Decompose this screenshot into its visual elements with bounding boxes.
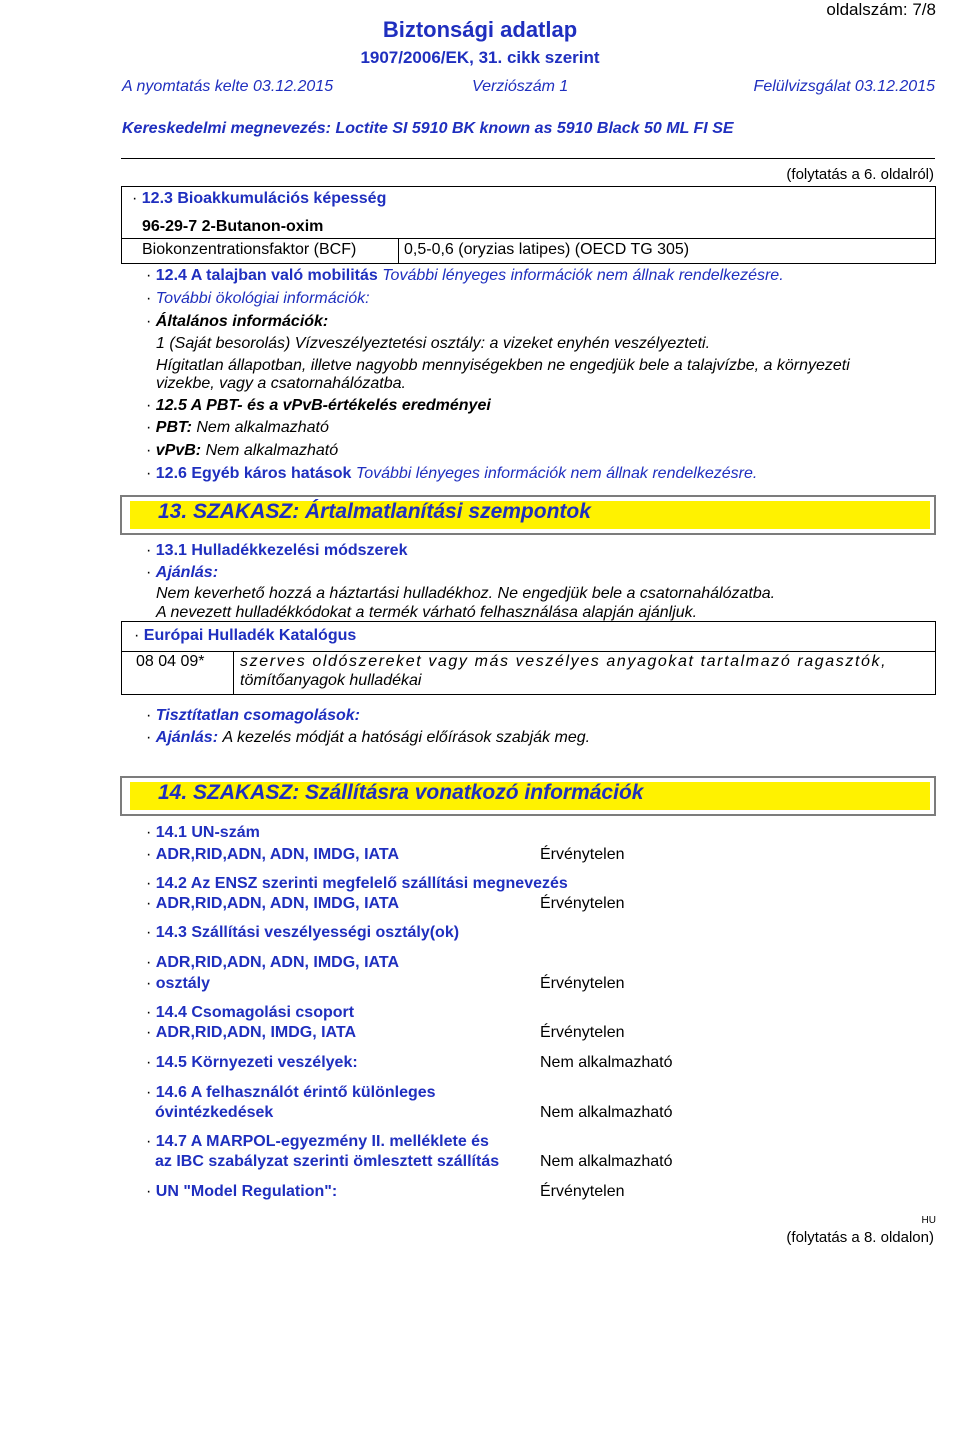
un-number-value: Érvénytelen <box>540 846 625 863</box>
environmental-hazards-value: Nem alkalmazható <box>540 1054 673 1071</box>
special-precautions-value: Nem alkalmazható <box>540 1104 673 1121</box>
trade-name: Kereskedelmi megnevezés: Loctite SI 5910 BK known as 5910 Black 50 ML FI SE <box>122 120 734 137</box>
section-14-header <box>120 776 936 816</box>
bioaccumulation-box <box>121 186 936 264</box>
un-number-modes: · ADR,RID,ADN, ADN, IMDG, IATA <box>146 846 400 863</box>
version-number: Verziószám 1 <box>472 78 569 95</box>
document-title: Biztonsági adatlap <box>382 17 578 42</box>
other-effects-text: További lényeges információk nem állnak rendelkezésre. <box>355 465 758 482</box>
shipping-name-modes: · ADR,RID,ADN, ADN, IMDG, IATA <box>146 895 400 912</box>
page-number: oldalszám: 7/8 <box>826 0 936 19</box>
waste-catalogue-box <box>121 621 936 695</box>
marpol-heading: · 14.7 A MARPOL-egyezmény II. melléklete és <box>146 1133 489 1150</box>
continued-from: (folytatás a 6. oldalról) <box>786 166 934 183</box>
hazard-class-modes: · ADR,RID,ADN, ADN, IMDG, IATA <box>146 954 400 971</box>
packing-group-heading: · 14.4 Csomagolási csoport <box>146 1004 355 1021</box>
hazard-class-label: · osztály <box>146 975 211 992</box>
model-regulation-value: Érvénytelen <box>540 1183 625 1200</box>
print-date: A nyomtatás kelte 03.12.2015 <box>122 78 334 95</box>
waste-methods-heading: · 13.1 Hulladékkezelési módszerek <box>146 542 408 559</box>
waste-code: 08 04 09* <box>136 653 205 670</box>
bioaccumulation-heading: · 12.3 Bioakkumulációs képesség <box>132 190 387 207</box>
section-14-title: 14. SZAKASZ: Szállításra vonatkozó információk <box>158 781 644 804</box>
mobility-text: További lényeges információk nem állnak rendelkezésre. <box>382 267 784 284</box>
uncleaned-packaging-heading: · Tisztítatlan csomagolások: <box>146 707 360 724</box>
waste-catalogue-heading: · Európai Hulladék Katalógus <box>134 627 357 644</box>
continued-to: (folytatás a 8. oldalon) <box>786 1229 934 1246</box>
recommendation-line-1: Nem keverhető hozzá a háztartási hulladékhoz. Ne engedjük bele a csatornahálózatba. <box>156 585 776 602</box>
marpol-heading-2: az IBC szabályzat szerinti ömlesztett szállítás <box>155 1153 500 1170</box>
hazard-class-heading: · 14.3 Szállítási veszélyességi osztály(ok) <box>146 924 460 941</box>
recommendation-heading: · Ajánlás: <box>146 564 219 581</box>
pbt-line: · PBT: Nem alkalmazható <box>146 419 329 436</box>
section-13-title: 13. SZAKASZ: Ártalmatlanítási szempontok <box>158 500 591 523</box>
other-effects-line: · 12.6 Egyéb káros hatások További lényeges információk nem állnak rendelkezésre. <box>146 465 758 482</box>
general-info-line-3: vizekbe, vagy a csatornahálózatba. <box>156 375 406 392</box>
packing-group-modes: · ADR,RID,ADN, IMDG, IATA <box>146 1024 357 1041</box>
country-code: HU <box>921 1215 936 1226</box>
bcf-label: Biokonzentrationsfaktor (BCF) <box>142 241 357 258</box>
pbt-label: PBT: <box>155 419 192 436</box>
bcf-value: 0,5-0,6 (oryzias latipes) (OECD TG 305) <box>404 241 690 258</box>
environmental-hazards-heading: · 14.5 Környezeti veszélyek: <box>146 1054 358 1071</box>
uncleaned-label: Ajánlás: <box>155 729 219 746</box>
uncleaned-recommendation: · Ajánlás: A kezelés módját a hatósági előírások szabják meg. <box>146 729 591 746</box>
bcf-row-divider <box>122 238 935 239</box>
waste-description-line-2: tömítőanyagok hulladékai <box>240 672 422 689</box>
waste-row-divider <box>122 651 935 652</box>
pbt-value: Nem alkalmazható <box>196 419 329 436</box>
shipping-name-heading: · 14.2 Az ENSZ szerinti megfelelő szállítási megnevezés <box>146 875 568 892</box>
general-info-line-2: Hígitatlan állapotban, illetve nagyobb mennyiségekben ne engedjük bele a talajvízbe, a környezeti <box>156 357 850 374</box>
shipping-name-value: Érvénytelen <box>540 895 625 912</box>
waste-description-line-1: szerves oldószereket vagy más veszélyes anyagokat tartalmazó ragasztók, <box>240 653 888 670</box>
vpvb-line: · vPvB: Nem alkalmazható <box>146 442 339 459</box>
un-number-heading: · 14.1 UN-szám <box>146 824 260 841</box>
eco-info-heading: · További ökológiai információk: <box>146 290 370 307</box>
document-subtitle: 1907/2006/EK, 31. cikk szerint <box>360 48 600 67</box>
other-effects-heading: 12.6 Egyéb káros hatások <box>155 465 352 482</box>
vpvb-value: Nem alkalmazható <box>205 442 339 459</box>
hazard-class-value: Érvénytelen <box>540 975 625 992</box>
special-precautions-heading: · 14.6 A felhasználót érintő különleges <box>146 1084 436 1101</box>
revision-date: Felülvizsgálat 03.12.2015 <box>753 78 935 95</box>
recommendation-line-2: A nevezett hulladékkódokat a termék várható felhasználása alapján ajánljuk. <box>156 604 698 621</box>
model-regulation-label: · UN "Model Regulation": <box>146 1183 338 1200</box>
section-13-header <box>120 495 936 535</box>
cas-substance: 96-29-7 2-Butanon-oxim <box>142 218 324 235</box>
packing-group-value: Érvénytelen <box>540 1024 625 1041</box>
mobility-heading: 12.4 A talajban való mobilitás <box>155 267 378 284</box>
bcf-column-divider <box>398 238 399 264</box>
header-rule <box>121 158 935 159</box>
general-info-line-1: 1 (Saját besorolás) Vízveszélyeztetési osztály: a vizeket enyhén veszélyezteti. <box>156 335 711 352</box>
vpvb-label: vPvB: <box>155 442 202 459</box>
special-precautions-heading-2: óvintézkedések <box>155 1104 274 1121</box>
waste-column-divider <box>233 651 234 695</box>
uncleaned-text: A kezelés módját a hatósági előírások szabják meg. <box>222 729 591 746</box>
general-info-heading: · Általános információk: <box>146 313 329 330</box>
pbt-assessment-heading: · 12.5 A PBT- és a vPvB-értékelés eredményei <box>146 397 491 414</box>
mobility-line: · 12.4 A talajban való mobilitás További lényeges információk nem állnak rendelkezésre. <box>146 267 784 284</box>
marpol-value: Nem alkalmazható <box>540 1153 673 1170</box>
